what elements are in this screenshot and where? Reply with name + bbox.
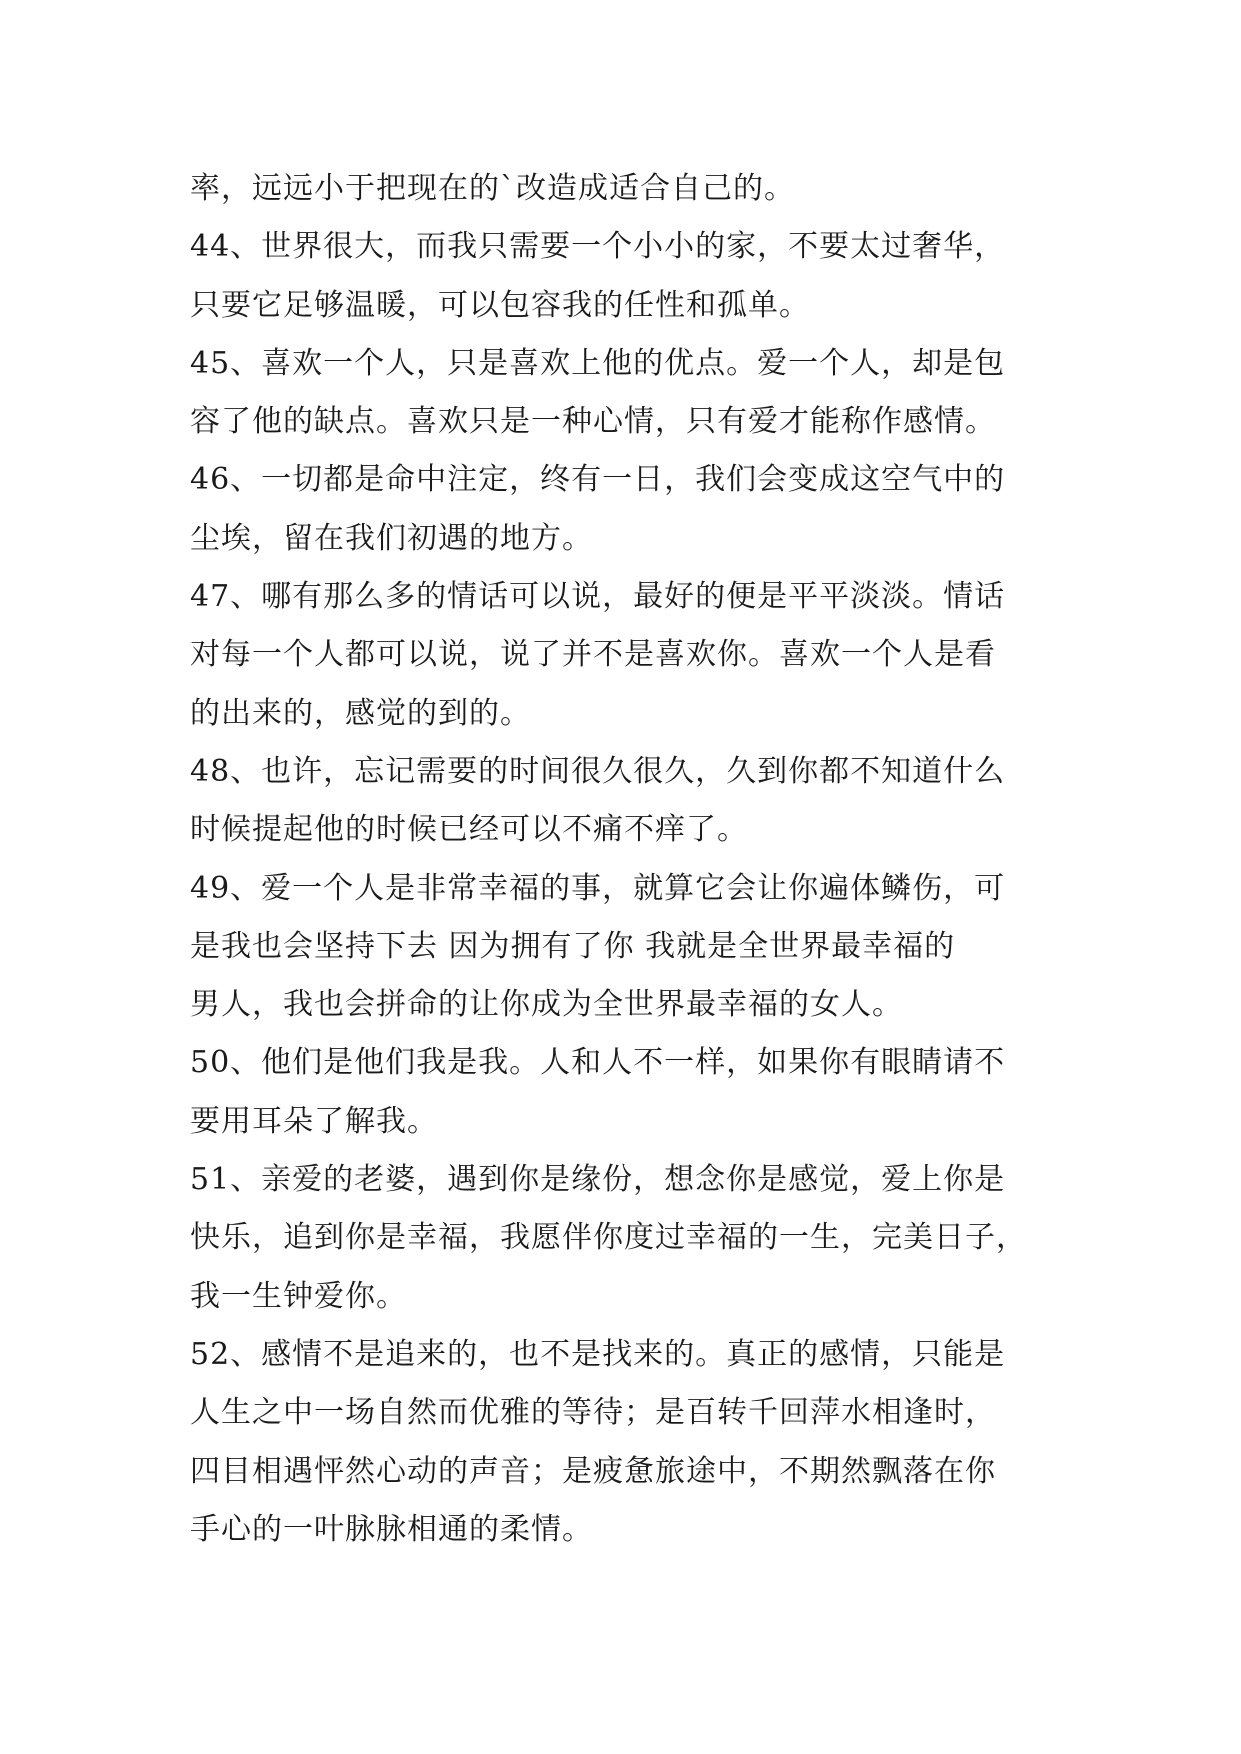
- text-line: 50、他们是他们我是我。人和人不一样，如果你有眼睛请不: [190, 1045, 1006, 1081]
- text-line: 45、喜欢一个人，只是喜欢上他的优点。爱一个人，却是包: [190, 345, 1006, 381]
- text-line: 时候提起他的时候已经可以不痛不痒了。: [190, 812, 748, 848]
- text-line: 我一生钟爱你。: [190, 1278, 407, 1314]
- text-line: 率，远远小于把现在的`改造成适合自己的。: [190, 171, 795, 206]
- text-line: 只要它足够温暖，可以包容我的任性和孤单。: [190, 287, 810, 323]
- text-line: 对每一个人都可以说，说了并不是喜欢你。喜欢一个人是看: [190, 637, 996, 673]
- text-line: 快乐，追到你是幸福，我愿伴你度过幸福的一生，完美日子，: [190, 1220, 1027, 1256]
- text-line: 人生之中一场自然而优雅的等待；是百转千回萍水相逢时，: [190, 1395, 996, 1431]
- text-line: 是我也会坚持下去 因为拥有了你 我就是全世界最幸福的: [190, 928, 956, 964]
- text-line: 44、世界很大，而我只需要一个小小的家，不要太过奢华，: [190, 229, 1006, 265]
- text-line: 的出来的，感觉的到的。: [190, 695, 531, 731]
- text-line: 容了他的缺点。喜欢只是一种心情，只有爱才能称作感情。: [190, 404, 996, 440]
- text-line: 48、也许，忘记需要的时间很久很久，久到你都不知道什么: [190, 753, 1006, 789]
- text-line: 手心的一叶脉脉相通的柔情。: [190, 1511, 593, 1547]
- text-line: 52、感情不是追来的，也不是找来的。真正的感情，只能是: [190, 1336, 1006, 1372]
- text-line: 男人，我也会拼命的让你成为全世界最幸福的女人。: [190, 987, 903, 1023]
- text-line: 四目相遇怦然心动的声音；是疲惫旅途中，不期然飘落在你: [190, 1453, 996, 1489]
- text-line: 49、爱一个人是非常幸福的事，就算它会让你遍体鳞伤，可: [190, 870, 1006, 906]
- text-line: 51、亲爱的老婆，遇到你是缘份，想念你是感觉，爱上你是: [190, 1162, 1006, 1198]
- document-body: [190, 160, 1070, 1559]
- text-line: 47、哪有那么多的情话可以说，最好的便是平平淡淡。情话: [190, 579, 1006, 615]
- text-line: 尘埃，留在我们初遇的地方。: [190, 520, 593, 556]
- text-line: 46、一切都是命中注定，终有一日，我们会变成这空气中的: [190, 462, 1006, 498]
- text-line: 要用耳朵了解我。: [190, 1103, 438, 1139]
